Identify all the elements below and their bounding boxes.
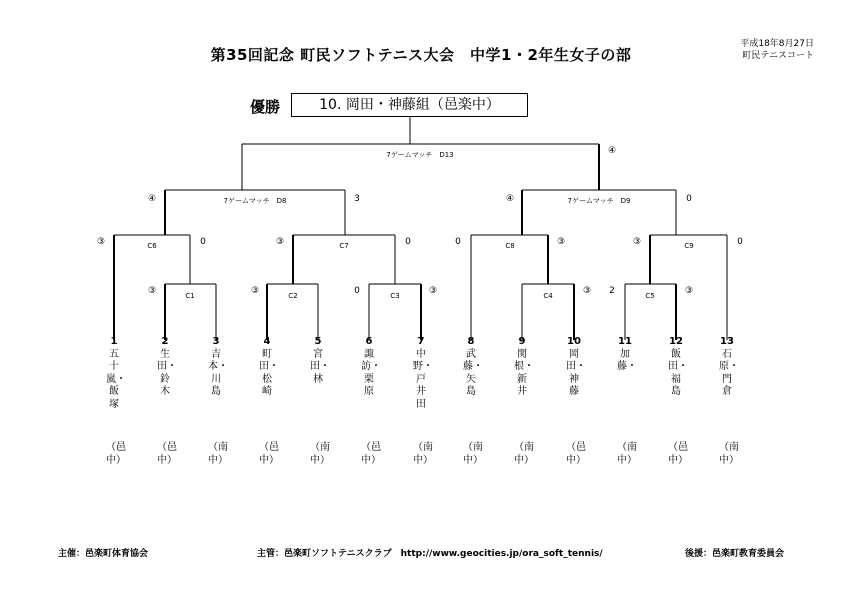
match-label-d9: 7ゲームマッチ D9 [567, 197, 631, 205]
player-number: 7 [417, 336, 425, 347]
player-team: （邑中） [259, 442, 279, 466]
footer-organizer: 主催：邑楽町体育協会 [58, 549, 149, 559]
player-entry [106, 336, 126, 466]
score-c5-right: ③ [684, 286, 694, 296]
match-label-d8: 7ゲームマッチ D8 [223, 197, 287, 205]
player-names: 関根・新井 [514, 348, 534, 398]
page-title: 第35回記念 町民ソフトテニス大会 中学1・2年生女子の部 [210, 46, 632, 64]
player-entry [259, 336, 279, 466]
player-team: （南中） [413, 442, 433, 466]
winner-label: 優勝 [250, 98, 281, 116]
player-entry [157, 336, 177, 466]
score-c6-right: 0 [200, 237, 206, 247]
score-d8-left: ④ [147, 194, 157, 204]
score-d9-right: 0 [686, 194, 692, 204]
player-names: 武藤・矢島 [463, 348, 483, 398]
player-names: 飯田・福島 [668, 348, 688, 398]
event-venue: 町民テニスコート [742, 51, 814, 61]
player-names: 生田・鈴木 [157, 348, 177, 398]
score-c3-right: ③ [428, 286, 438, 296]
player-number: 1 [110, 336, 118, 347]
player-number: 4 [263, 336, 271, 347]
score-final-right: ④ [607, 146, 617, 156]
player-team: （南中） [208, 442, 228, 466]
match-scores [97, 146, 743, 296]
score-c1-left: ③ [147, 286, 157, 296]
match-label-c6: C6 [147, 242, 157, 250]
player-names: 加藤・ [617, 348, 637, 373]
player-entry [668, 336, 688, 466]
match-label-c5: C5 [645, 292, 655, 300]
player-entry [514, 336, 534, 466]
player-number: 3 [212, 336, 220, 347]
match-label-c1: C1 [185, 292, 195, 300]
player-entry [310, 336, 330, 466]
score-c4-right: ③ [582, 286, 592, 296]
player-names: 石原・門倉 [719, 348, 739, 398]
player-names: 町田・松崎 [259, 348, 279, 398]
score-d8-right: 3 [354, 194, 360, 204]
player-number: 10 [567, 336, 581, 347]
match-label-c2: C2 [288, 292, 298, 300]
score-d9-left: ④ [505, 194, 515, 204]
winner-box: 10. 岡田・神藤組（邑楽中） [291, 93, 528, 117]
player-team: （南中） [719, 442, 739, 466]
score-c8-right: ③ [556, 237, 566, 247]
score-c9-left: ③ [632, 237, 642, 247]
player-number: 8 [467, 336, 475, 347]
player-entry [413, 336, 433, 466]
score-c3-left: 0 [354, 286, 360, 296]
player-number: 6 [365, 336, 373, 347]
score-c5-left: 2 [609, 286, 615, 296]
score-c8-left: 0 [455, 237, 461, 247]
player-names: 諏訪・栗原 [361, 348, 381, 398]
player-names: 岡田・神藤 [566, 348, 586, 398]
player-entry [617, 336, 637, 466]
match-label-c7: C7 [339, 242, 349, 250]
player-team: （南中） [617, 442, 637, 466]
player-number: 2 [161, 336, 169, 347]
player-number: 11 [618, 336, 632, 347]
match-label-final: 7ゲームマッチ D13 [386, 151, 454, 159]
player-entry [463, 336, 483, 466]
player-team: （南中） [514, 442, 534, 466]
player-names: 宮田・林 [310, 348, 330, 385]
player-names: 五十嵐・飯塚 [106, 348, 126, 410]
match-label-c9: C9 [684, 242, 694, 250]
player-entry [361, 336, 381, 466]
match-label-c4: C4 [543, 292, 553, 300]
score-c7-left: ③ [275, 237, 285, 247]
player-number: 5 [314, 336, 322, 347]
player-number: 13 [720, 336, 734, 347]
player-team: （南中） [310, 442, 330, 466]
player-team: （邑中） [106, 442, 126, 466]
player-team: （南中） [463, 442, 483, 466]
score-c9-right: 0 [737, 237, 743, 247]
score-c6-left: ③ [96, 237, 106, 247]
player-entry [566, 336, 586, 466]
player-team: （邑中） [566, 442, 586, 466]
player-team: （邑中） [668, 442, 688, 466]
player-entry [208, 336, 228, 466]
player-team: （邑中） [157, 442, 177, 466]
score-c2-left: ③ [250, 286, 260, 296]
score-c7-right: 0 [405, 237, 411, 247]
player-number: 9 [518, 336, 526, 347]
player-entry [719, 336, 739, 466]
match-labels [147, 151, 693, 300]
event-date: 平成18年8月27日 [740, 39, 814, 49]
player-names: 中野・戸井田 [413, 348, 433, 410]
match-label-c3: C3 [390, 292, 400, 300]
player-number: 12 [669, 336, 683, 347]
player-names: 吉本・川島 [208, 348, 228, 398]
footer-sponsor: 後援：邑楽町教育委員会 [684, 549, 784, 559]
footer-host: 主管：邑楽町ソフトテニスクラブ http://www.geocities.jp/ora_soft_tennis/ [257, 549, 603, 559]
player-team: （邑中） [361, 442, 381, 466]
match-label-c8: C8 [505, 242, 515, 250]
